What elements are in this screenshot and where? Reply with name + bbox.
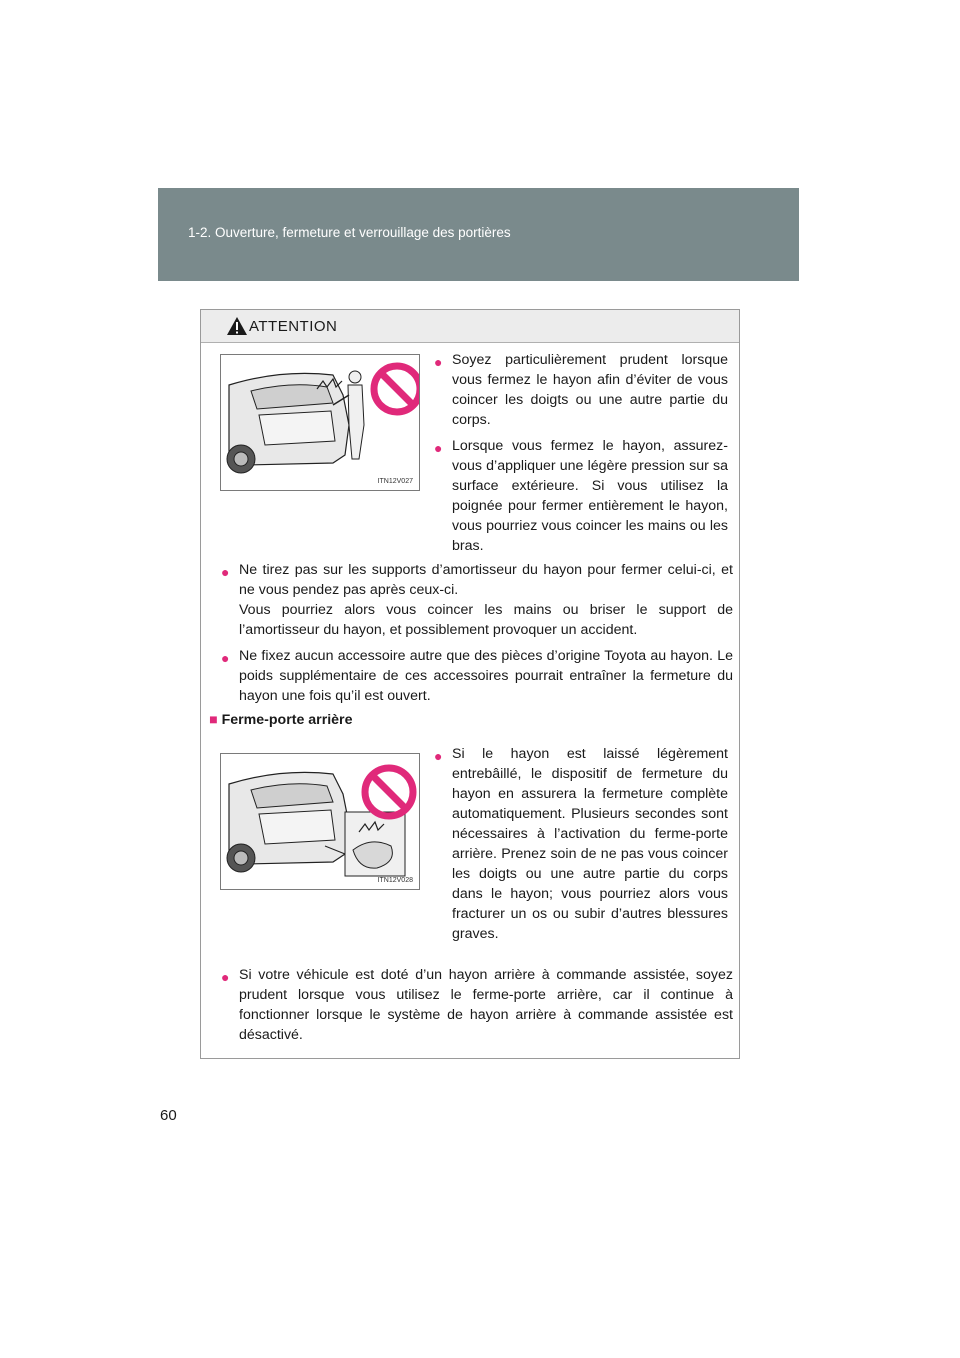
list-item: ● Ne tirez pas sur les supports d’amortisseur du hayon pour fermer celui-ci, et ne vous pendez pas après ceux-ci. Vous pourriez alors vous coincer les mains ou briser le support de l’amortisseur du hayon, et possiblement provoquer un accident.: [221, 562, 733, 638]
bullet-icon: ●: [434, 748, 443, 764]
figure-code: ITN12V028: [377, 877, 413, 884]
figure-closing-hatch: [220, 354, 420, 491]
list-item: ● Si votre véhicule est doté d’un hayon arrière à commande assistée, soyez prudent lorsque vous utilisez le ferme-porte arrière, car il continue à fonctionner lorsque le système de hayon arrière à commande assistée est désactivé.: [221, 967, 733, 1043]
warning-box: [200, 309, 740, 1059]
warning-title-bar: [201, 310, 739, 343]
bullet-icon: ●: [221, 564, 230, 580]
list-item: ● Si le hayon est laissé légèrement entrebâillé, le dispositif de fermeture du hayon en assurera la fermeture complète automatiquement. Plusieurs secondes sont nécessaires à l’activation du ferme-porte arrière. Prenez soin de ne pas vous coincer les doigts ou une autre partie du corps dans le hayon; vous pourriez alors vous fracturer un os ou subir d’autres blessures graves.: [434, 746, 728, 942]
warning-title: ATTENTION: [249, 318, 338, 335]
bullet-icon: ●: [434, 440, 443, 456]
side-bullets-section: [434, 744, 728, 950]
full-width-bullets: [221, 560, 733, 712]
square-bullet-icon: ■: [209, 712, 218, 728]
list-item: ● Soyez particulièrement prudent lorsque vous fermez le hayon afin d’éviter de vous coincer les doigts ou une autre partie du corps.: [434, 352, 728, 428]
bullet-icon: ●: [221, 650, 230, 666]
section-header: 1-2. Ouverture, fermeture et verrouillage des portières: [188, 225, 511, 240]
header-band: [158, 188, 799, 281]
bullet-icon: ●: [434, 354, 443, 370]
list-item: ● Lorsque vous fermez le hayon, assurez-vous d’appliquer une légère pression sur sa surface extérieure. Si vous utilisez la poignée pour fermer entièrement le hayon, vous pourriez vous coincer les mains ou les bras.: [434, 438, 728, 554]
figure-rear-closer: [220, 753, 420, 890]
car-hatch-illustration: [221, 355, 419, 490]
page-number: 60: [160, 1107, 177, 1124]
bullet-icon: ●: [221, 969, 230, 985]
section-title: ■ Ferme-porte arrière: [209, 712, 353, 728]
figure-code: ITN12V027: [377, 478, 413, 485]
warning-triangle-icon: [226, 316, 248, 336]
side-bullets-top: [434, 350, 728, 562]
final-bullets: [221, 965, 733, 1051]
list-item: ● Ne fixez aucun accessoire autre que des pièces d’origine Toyota au hayon. Le poids supplémentaire de ces accessoires pourrait entraîner la fermeture du hayon une fois qu’il est ouvert.: [221, 648, 733, 704]
car-hatch-hand-illustration: [221, 754, 419, 889]
